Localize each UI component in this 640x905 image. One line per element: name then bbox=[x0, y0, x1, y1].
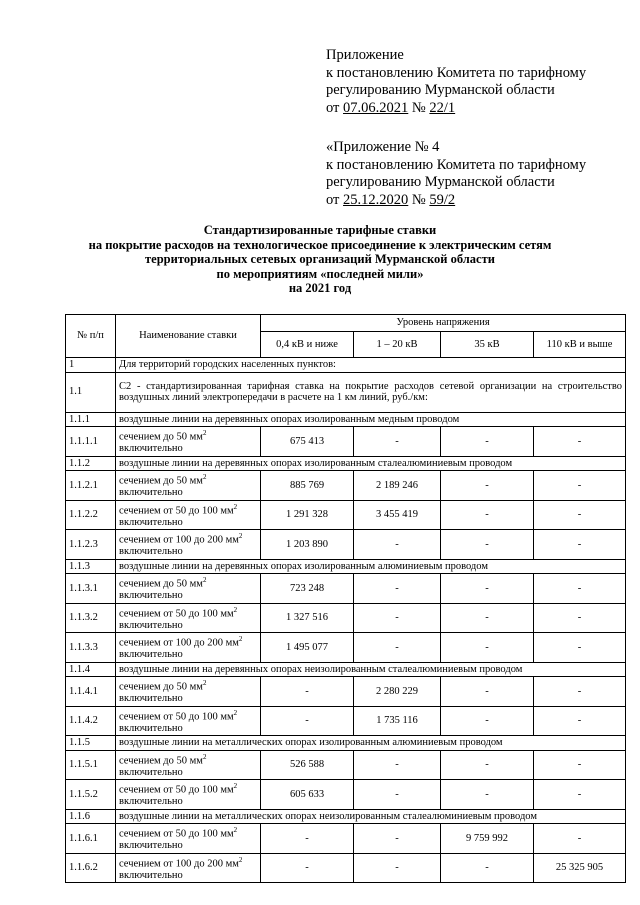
rate-name-text: сечением от 50 до 100 мм bbox=[119, 711, 234, 722]
rate-name bbox=[116, 530, 261, 560]
superscript: 2 bbox=[233, 502, 238, 511]
rate-value-v3: - bbox=[441, 603, 534, 633]
superscript: 2 bbox=[233, 782, 238, 790]
row-number: 1.1.2.1 bbox=[66, 471, 116, 501]
rate-value-v3: - bbox=[441, 500, 534, 530]
title-line: на покрытие расходов на технологическое присоединение к электрическим сетям bbox=[88, 237, 552, 252]
rate-name-text: включительно bbox=[119, 869, 183, 881]
rate-value-v2: - bbox=[354, 530, 441, 560]
table-row bbox=[66, 372, 626, 412]
rate-name-text: сечением от 50 до 100 мм bbox=[119, 608, 234, 619]
rate-value-v4: - bbox=[534, 780, 626, 810]
rate-value-v2: 2 280 229 bbox=[354, 677, 441, 707]
row-number: 1.1.5.1 bbox=[66, 750, 116, 780]
header-date-line: от 07.06.2021 № 22/1 bbox=[326, 99, 456, 116]
rate-value-v1: 1 291 328 bbox=[261, 500, 354, 530]
superscript: 2 bbox=[202, 752, 207, 761]
rate-value-v1: - bbox=[261, 853, 354, 883]
rate-name-text: сечением до 50 мм bbox=[119, 431, 203, 443]
row-number: 1.1.3.1 bbox=[66, 574, 116, 604]
rate-name-text: включительно bbox=[119, 546, 183, 557]
title-line: Стандартизированные тарифные ставки bbox=[203, 223, 437, 237]
table-row bbox=[66, 677, 626, 707]
rate-value-v1: 1 327 516 bbox=[261, 603, 354, 633]
header-date-line: от 25.12.2020 № 59/2 bbox=[326, 191, 456, 208]
title-line: на 2021 год bbox=[288, 281, 352, 295]
rate-value-v1: 885 769 bbox=[261, 471, 354, 501]
superscript: 2 bbox=[233, 826, 238, 834]
rate-value-v4: 25 325 905 bbox=[534, 853, 626, 883]
table-row bbox=[66, 853, 626, 883]
rate-name-text: сечением от 50 до 100 мм bbox=[119, 784, 234, 796]
rate-value-v2: - bbox=[354, 853, 441, 883]
line-category: воздушные линии на деревянных опорах изолированным алюминиевым проводом bbox=[116, 559, 626, 574]
rate-name bbox=[116, 500, 261, 530]
rate-value-v4: - bbox=[534, 677, 626, 707]
row-number: 1.1.2.3 bbox=[66, 530, 116, 560]
header-line: к постановлению Комитета по тарифному bbox=[326, 156, 587, 173]
superscript: 2 bbox=[238, 855, 243, 864]
rate-name bbox=[116, 471, 261, 501]
line-category: воздушные линии на деревянных опорах изолированным сталеалюминиевым проводом bbox=[116, 456, 626, 471]
row-number: 1 bbox=[66, 358, 116, 373]
header-line: к постановлению Комитета по тарифному bbox=[326, 64, 587, 81]
appendix-header bbox=[326, 47, 586, 117]
section-title: Для территорий городских населенных пунктов: bbox=[116, 358, 626, 373]
table-row bbox=[66, 559, 626, 574]
table-row bbox=[66, 358, 626, 373]
row-number: 1.1.4.1 bbox=[66, 677, 116, 707]
table-row bbox=[66, 824, 626, 854]
rate-value-v2: 3 455 419 bbox=[354, 500, 441, 530]
title-line: по мероприятиям «последней мили» bbox=[216, 266, 424, 281]
rate-name-text: сечением от 100 до 200 мм bbox=[119, 534, 239, 546]
tariff-rates-table bbox=[65, 314, 626, 883]
resolution-number: 22/1 bbox=[429, 99, 456, 116]
rate-value-v4: - bbox=[534, 706, 626, 736]
header-voltage-110kv: 110 кВ и выше bbox=[534, 332, 626, 358]
rate-name-text: включительно bbox=[119, 619, 183, 631]
table-row bbox=[66, 736, 626, 751]
rate-value-v4: - bbox=[534, 574, 626, 604]
row-number: 1.1.4 bbox=[66, 662, 116, 677]
rate-value-v2: 1 735 116 bbox=[354, 706, 441, 736]
rate-value-v2: - bbox=[354, 574, 441, 604]
rate-value-v1: - bbox=[261, 824, 354, 854]
row-number: 1.1.1.1 bbox=[66, 427, 116, 457]
resolution-date: 25.12.2020 bbox=[343, 191, 409, 208]
line-category: воздушные линии на деревянных опорах неизолированным сталеалюминиевым проводом bbox=[116, 662, 626, 677]
rate-value-v3: - bbox=[441, 633, 534, 663]
rate-name-text: сечением до 50 мм bbox=[119, 755, 203, 766]
superscript: 2 bbox=[202, 679, 207, 687]
rate-name bbox=[116, 706, 261, 736]
rate-value-v1: 526 588 bbox=[261, 750, 354, 780]
header-line: Приложение bbox=[326, 47, 404, 63]
table-row bbox=[66, 456, 626, 471]
rate-value-v2: - bbox=[354, 824, 441, 854]
table-row bbox=[66, 471, 626, 501]
rate-value-v2: - bbox=[354, 603, 441, 633]
rate-value-v2: - bbox=[354, 780, 441, 810]
superscript: 2 bbox=[202, 429, 207, 437]
rate-value-v4: - bbox=[534, 633, 626, 663]
row-number: 1.1.5.2 bbox=[66, 780, 116, 810]
rate-value-v2: - bbox=[354, 633, 441, 663]
rate-value-v2: 2 189 246 bbox=[354, 471, 441, 501]
rate-value-v3: - bbox=[441, 853, 534, 883]
rate-name-text: сечением до 50 мм bbox=[119, 475, 203, 487]
rate-value-v3: - bbox=[441, 427, 534, 457]
table-row bbox=[66, 412, 626, 427]
resolution-date: 07.06.2021 bbox=[343, 99, 409, 116]
rate-name bbox=[116, 677, 261, 707]
rate-value-v1: 1 203 890 bbox=[261, 530, 354, 560]
rate-name-text: включительно bbox=[119, 766, 183, 778]
rate-name-text: включительно bbox=[119, 590, 183, 601]
header-voltage-1-20kv: 1 – 20 кВ bbox=[354, 332, 441, 358]
row-number: 1.1.3.3 bbox=[66, 633, 116, 663]
rate-value-v1: - bbox=[261, 677, 354, 707]
rate-value-v4: - bbox=[534, 530, 626, 560]
line-category: воздушные линии на деревянных опорах изолированным медным проводом bbox=[116, 412, 626, 427]
rate-name-text: включительно bbox=[119, 516, 183, 528]
table-row bbox=[66, 780, 626, 810]
rate-value-v3: - bbox=[441, 750, 534, 780]
superscript: 2 bbox=[202, 473, 207, 481]
rate-name-text: включительно bbox=[119, 487, 183, 498]
rate-value-v4: - bbox=[534, 500, 626, 530]
superscript: 2 bbox=[233, 708, 238, 717]
table-row bbox=[66, 603, 626, 633]
rate-value-v2: - bbox=[354, 750, 441, 780]
rate-value-v4: - bbox=[534, 750, 626, 780]
rate-value-v3: - bbox=[441, 677, 534, 707]
rate-value-v1: 605 633 bbox=[261, 780, 354, 810]
rate-name bbox=[116, 603, 261, 633]
rate-name-text: включительно bbox=[119, 722, 183, 734]
row-number: 1.1.6.2 bbox=[66, 853, 116, 883]
rate-name bbox=[116, 633, 261, 663]
rate-name-text: включительно bbox=[119, 649, 183, 660]
rate-name-text: сечением от 50 до 100 мм bbox=[119, 828, 234, 840]
header-line: регулированию Мурманской области bbox=[326, 174, 555, 190]
table-row bbox=[66, 530, 626, 560]
rate-name bbox=[116, 824, 261, 854]
rate-name-text: включительно bbox=[119, 693, 183, 704]
row-number: 1.1.6 bbox=[66, 809, 116, 824]
table-row bbox=[66, 574, 626, 604]
table-row bbox=[66, 750, 626, 780]
row-number: 1.1.3.2 bbox=[66, 603, 116, 633]
superscript: 2 bbox=[238, 532, 243, 540]
rate-name-text: сечением до 50 мм bbox=[119, 578, 203, 590]
superscript: 2 bbox=[233, 605, 238, 614]
rate-value-v1: 675 413 bbox=[261, 427, 354, 457]
header-num: № п/п bbox=[66, 315, 116, 358]
line-category: воздушные линии на металлических опорах изолированным алюминиевым проводом bbox=[116, 736, 626, 751]
rate-name-text: сечением до 50 мм bbox=[119, 681, 203, 693]
row-number: 1.1.4.2 bbox=[66, 706, 116, 736]
rate-value-v3: - bbox=[441, 780, 534, 810]
table-row bbox=[66, 427, 626, 457]
rate-name-text: включительно bbox=[119, 443, 183, 454]
rate-name-text: включительно bbox=[119, 840, 183, 851]
rate-name bbox=[116, 427, 261, 457]
rate-name-text: сечением от 100 до 200 мм bbox=[119, 637, 239, 649]
rate-value-v4: - bbox=[534, 603, 626, 633]
row-number: 1.1.2.2 bbox=[66, 500, 116, 530]
row-number: 1.1.5 bbox=[66, 736, 116, 751]
table-row bbox=[66, 500, 626, 530]
rate-value-v1: 1 495 077 bbox=[261, 633, 354, 663]
line-category: воздушные линии на металлических опорах неизолированным сталеалюминиевым проводом bbox=[116, 809, 626, 824]
title-line: территориальных сетевых организаций Мурманской области bbox=[145, 252, 495, 266]
rate-name-text: сечением от 50 до 100 мм bbox=[119, 505, 234, 516]
table-row bbox=[66, 706, 626, 736]
table-row bbox=[66, 633, 626, 663]
header-line: «Приложение № 4 bbox=[326, 139, 440, 155]
appendix-4-header bbox=[326, 139, 586, 209]
row-number: 1.1.2 bbox=[66, 456, 116, 471]
header-voltage-0-4kv: 0,4 кВ и ниже bbox=[261, 332, 354, 358]
superscript: 2 bbox=[238, 635, 243, 643]
rate-name bbox=[116, 780, 261, 810]
rate-value-v4: - bbox=[534, 824, 626, 854]
header-name: Наименование ставки bbox=[116, 315, 261, 358]
rate-value-v4: - bbox=[534, 427, 626, 457]
rate-value-v1: 723 248 bbox=[261, 574, 354, 604]
rate-name bbox=[116, 853, 261, 883]
table-row bbox=[66, 662, 626, 677]
rate-value-v2: - bbox=[354, 427, 441, 457]
rate-value-v3: 9 759 992 bbox=[441, 824, 534, 854]
table-body bbox=[66, 358, 626, 883]
rate-value-v4: - bbox=[534, 471, 626, 501]
rate-value-v3: - bbox=[441, 530, 534, 560]
header-voltage-35kv: 35 кВ bbox=[441, 332, 534, 358]
row-number: 1.1.3 bbox=[66, 559, 116, 574]
header-line: регулированию Мурманской области bbox=[326, 82, 555, 98]
row-number: 1.1.1 bbox=[66, 412, 116, 427]
rate-name bbox=[116, 750, 261, 780]
resolution-number: 59/2 bbox=[429, 191, 456, 208]
rate-name bbox=[116, 574, 261, 604]
rate-value-v3: - bbox=[441, 706, 534, 736]
document-title bbox=[0, 223, 640, 296]
rate-name-text: сечением от 100 до 200 мм bbox=[119, 858, 239, 869]
rate-name-text: включительно bbox=[119, 796, 183, 807]
header-voltage: Уровень напряжения bbox=[261, 315, 626, 332]
row-number: 1.1 bbox=[66, 372, 116, 412]
rate-value-v3: - bbox=[441, 471, 534, 501]
rate-value-v3: - bbox=[441, 574, 534, 604]
superscript: 2 bbox=[202, 576, 207, 584]
table-row bbox=[66, 809, 626, 824]
rate-description: С2 - стандартизированная тарифная ставка на покрытие расходов сетевой организации на строительство воздушных линий электропередачи в расчете на 1 км линий, руб./км: bbox=[116, 372, 626, 412]
rate-value-v1: - bbox=[261, 706, 354, 736]
row-number: 1.1.6.1 bbox=[66, 824, 116, 854]
